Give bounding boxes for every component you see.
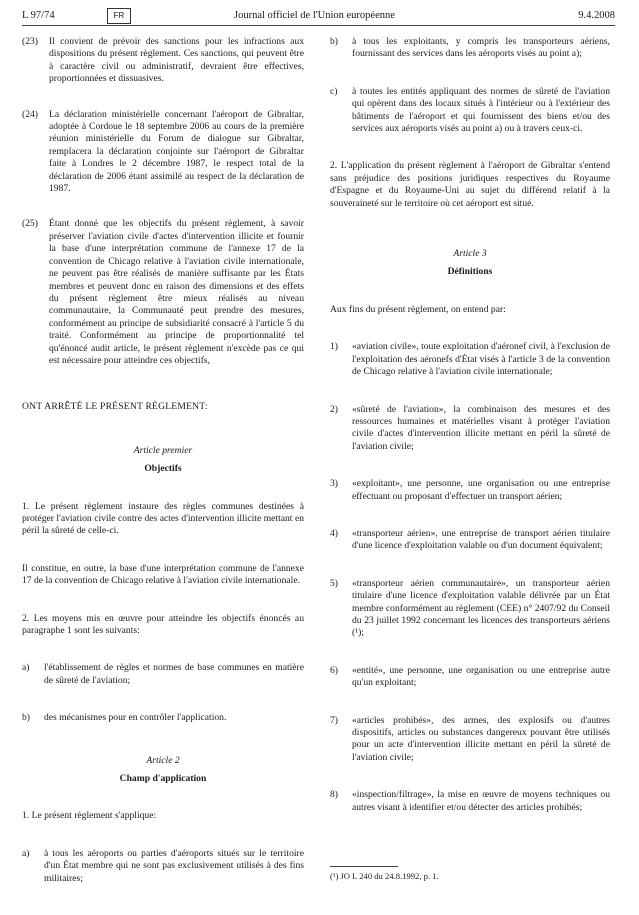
article-label: Article 3	[453, 248, 487, 260]
definition-number: 5)	[330, 577, 338, 589]
list-item-letter: a)	[22, 662, 30, 674]
definition-item	[330, 404, 610, 454]
definition-number: 4)	[330, 527, 338, 539]
recital-number: (24)	[22, 108, 38, 120]
list-item-letter: a)	[22, 847, 30, 859]
recital-text: Étant donné que les objectifs du présent règlement, à savoir préserver l'aviation civile d'actes d'intervention illicite et fournir la base d'une interprétation commune de l'annexe 17 de la convention de Chicago relative à l'aviation civile internationale, ne peuvent pas être réalisés de manière suffisante par les États membres et peuvent donc en raison des dimensions et des effets du présent règlement être mieux réalisés au niveau communautaire, la Communauté peut prendre des mesures, conformément au principe de subsidiarité consacré à l'article 5 du traité. Conformément au principe de proportionnalité tel qu'énoncé audit article, le présent règlement n'excède pas ce qui est nécessaire pour atteindre ces objectifs,	[49, 218, 304, 366]
definition-text: «sûreté de l'aviation», la combinaison des mesures et des ressources humaines et matérielles visant à protéger l'aviation civile d'actes d'intervention illicite mettant en péril la sûreté de l'aviation civile;	[352, 403, 610, 452]
definition-number: 2)	[330, 403, 338, 415]
article-paragraph: 2. L'application du présent règlement à l'aéroport de Gibraltar s'entend sans préjudice des positions juridiques respectives du Royaume d'Espagne et du Royaume-Uni au sujet du différend relatif à la souveraineté sur le territoire où cet aéroport est situé.	[330, 160, 610, 209]
list-item-text: à tous les aéroports ou parties d'aéroports situés sur le territoire d'un État membre qui ne sont pas exclusivement utilisés à des fins militaires;	[44, 847, 304, 884]
footnote-rule	[330, 866, 398, 867]
definition-item	[330, 665, 610, 690]
article-intro: Aux fins du présent règlement, on entend par:	[330, 303, 506, 315]
definition-item	[330, 578, 610, 640]
article-paragraph: 2. Les moyens mis en œuvre pour atteindre les objectifs énoncés au paragraphe 1 sont les suivants:	[22, 612, 304, 636]
article-title: Champ d'application	[119, 773, 207, 785]
article-label: Article 2	[146, 754, 180, 766]
definition-item	[330, 715, 610, 765]
definition-number: 8)	[330, 789, 338, 801]
right-column	[330, 36, 610, 814]
definition-text: «inspection/filtrage», la mise en œuvre de moyens techniques ou autres visant à identifier et/ou détecter des articles prohibés;	[352, 789, 610, 813]
list-item-letter: b)	[330, 36, 338, 47]
header-rule	[22, 25, 615, 26]
definition-number: 6)	[330, 664, 338, 676]
language-badge: FR	[107, 8, 131, 24]
journal-title: Journal officiel de l'Union européenne	[234, 10, 395, 21]
definition-text: «articles prohibés», des armes, des explosifs ou d'autres dispositifs, articles ou substances dangereux pouvant être utilisés pour un acte d'intervention illicite mettant en péril la sûreté de l'aviation civile;	[352, 714, 610, 763]
recital	[22, 218, 304, 367]
list-item	[330, 36, 610, 61]
recital	[22, 36, 304, 86]
definition-item	[330, 478, 610, 503]
recital-number: (25)	[22, 218, 38, 230]
article-paragraph: 1. Le présent règlement instaure des règles communes destinées à protéger l'aviation civile contre des actes d'intervention illicite mettant en péril la sûreté de celle-ci.	[22, 500, 304, 537]
definition-text: «transporteur aérien», une entreprise de transport aérien titulaire d'une licence d'exploitation valable ou d'un document équivalent;	[352, 527, 610, 552]
definition-text: «aviation civile», toute exploitation d'aéronef civil, à l'exclusion de l'exploitation des aéronefs d'État visés à l'article 3 de la convention de Chicago relative à l'aviation civile internationale;	[352, 341, 610, 378]
recital	[22, 109, 304, 196]
left-column	[22, 36, 304, 885]
page-reference: L 97/74	[22, 10, 55, 21]
definition-number: 7)	[330, 714, 338, 726]
recital-text: La déclaration ministérielle concernant l'aéroport de Gibraltar, adoptée à Cordoue le 18 septembre 2006 au cours de la première réunion ministérielle du Forum de dialogue sur Gibraltar, remplacera la déclaration conjointe sur l'aéroport de Gibraltar faite à Londres le 2 décembre 1987, le respect total de la déclaration de 2006 étant assimilé au respect de la déclaration de 1987.	[49, 108, 304, 195]
article-paragraph: 1. Le présent règlement s'applique:	[22, 810, 157, 822]
article-label: Article premier	[133, 444, 193, 456]
recital-number: (23)	[22, 36, 38, 47]
article-title: Définitions	[447, 266, 493, 278]
recital-text: Il convient de prévoir des sanctions pour les infractions aux dispositions du présent règlement. Ces sanctions, qui peuvent être à caractère civil ou administratif, devraient être effectives, proportionnées et dissuasives.	[49, 36, 304, 85]
article-paragraph: Il constitue, en outre, la base d'une interprétation commune de l'annexe 17 de la convention de Chicago relative à l'aviation civile internationale.	[22, 562, 304, 587]
list-item	[22, 662, 304, 687]
list-item	[330, 86, 610, 136]
list-item-letter: b)	[22, 712, 30, 724]
definition-item	[330, 341, 610, 378]
article-title: Objectifs	[144, 463, 182, 475]
definition-item	[330, 789, 610, 814]
adoption-statement: ONT ARRÊTÉ LE PRÉSENT RÈGLEMENT:	[22, 401, 208, 413]
list-item-text: des mécanismes pour en contrôler l'application.	[44, 712, 227, 724]
definition-number: 1)	[330, 341, 338, 353]
definition-item	[330, 528, 610, 553]
list-item-text: à tous les exploitants, y compris les transporteurs aériens, fournissant des services dans les aéroports visés au point a);	[352, 36, 610, 60]
publication-date: 9.4.2008	[578, 10, 615, 21]
list-item-letter: c)	[330, 85, 338, 97]
page-header	[22, 6, 615, 26]
footnote: (¹) JO L 240 du 24.8.1992, p. 1.	[330, 871, 439, 881]
definition-number: 3)	[330, 478, 338, 490]
list-item	[22, 848, 304, 885]
definition-text: «entité», une personne, une organisation ou une entreprise autre qu'un exploitant;	[352, 664, 610, 689]
list-item-text: l'établissement de règles et normes de base communes en matière de sûreté de l'aviation;	[44, 662, 304, 686]
list-item	[22, 712, 304, 724]
definition-text: «transporteur aérien communautaire», un transporteur aérien titulaire d'une licence d'exploitation valable délivrée par un État membre conformément au règlement (CEE) n° 2407/92 du Conseil du 23 juillet 1992 concernant les licences des transporteurs aériens (¹);	[352, 577, 610, 639]
list-item-text: à toutes les entités appliquant des normes de sûreté de l'aviation qui opèrent dans des locaux situés à l'intérieur ou à l'extérieur des bâtiments de l'aéroport et qui fournissent des biens et/ou des services aux aéroports visés au point a) ou à travers ceux-ci.	[352, 85, 610, 135]
definition-text: «exploitant», une personne, une organisation ou une entreprise effectuant ou proposant d'effectuer un transport aérien;	[352, 478, 610, 502]
